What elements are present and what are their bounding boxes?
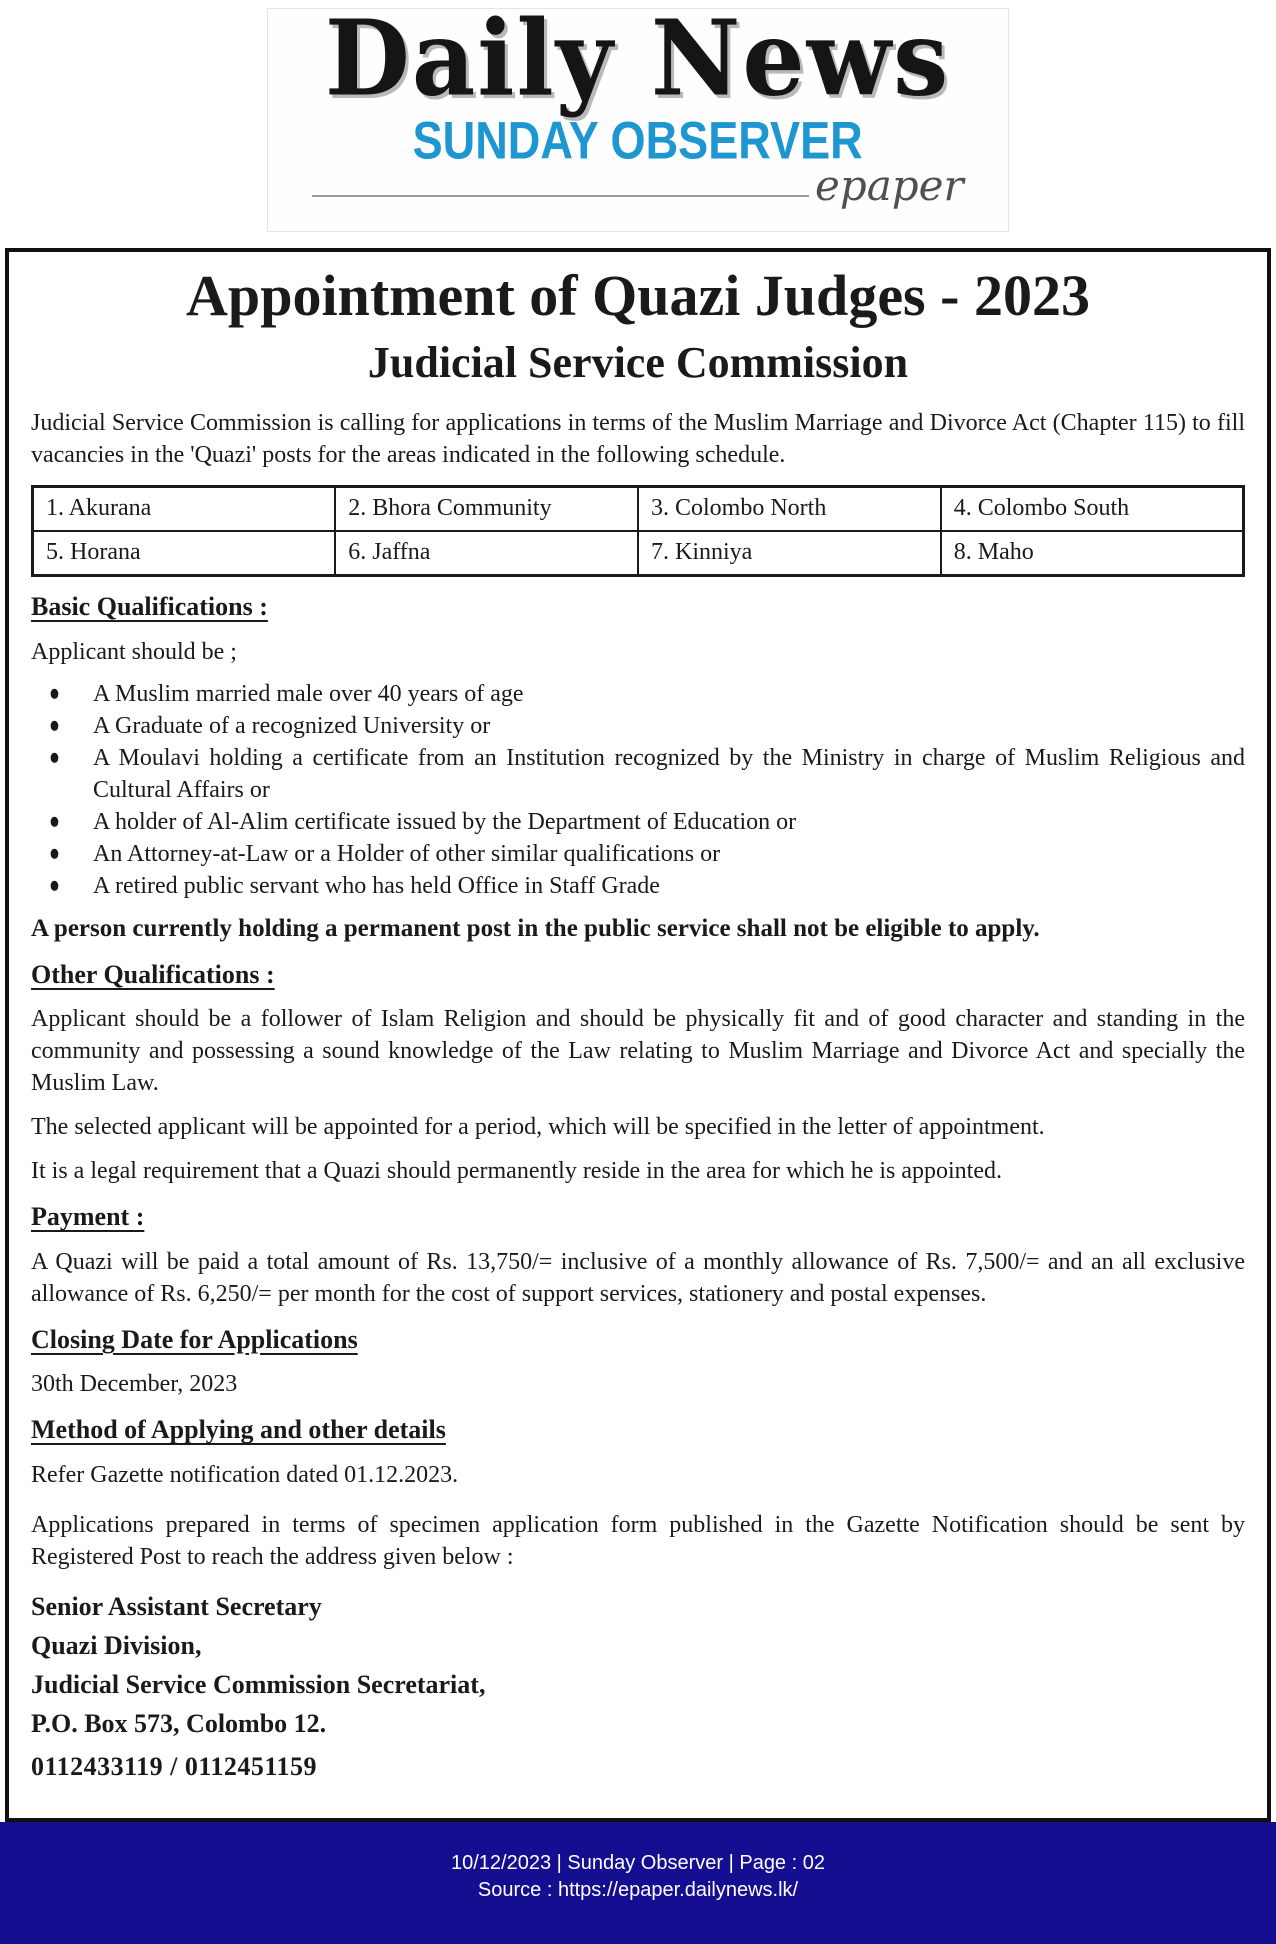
address-line-secretariat: Judicial Service Commission Secretariat,	[31, 1669, 486, 1699]
notice-intro: Judicial Service Commission is calling for applications in terms of the Muslim Marriage and Divorce Act (Chapter 115) to fill vacancies in the 'Quazi' posts for the areas indicated in the following schedule.	[31, 410, 1245, 469]
residency-paragraph: It is a legal requirement that a Quazi should permanently reside in the area for which he is appointed.	[31, 1158, 1002, 1185]
other-qualifications-heading: Other Qualifications :	[31, 959, 275, 989]
footer-bar	[0, 1822, 1276, 1944]
bullet-icon: ●	[49, 744, 60, 771]
qualification-text: A Graduate of a recognized University or	[93, 712, 491, 739]
area-cell: 2. Bhora Community	[335, 487, 638, 532]
notice-subtitle: Judicial Service Commission	[367, 337, 909, 387]
address-block	[31, 1587, 1245, 1786]
masthead	[0, 0, 1276, 248]
qualification-text: An Attorney-at-Law or a Holder of other similar qualifications or	[93, 840, 721, 867]
footer-source: Source : https://epaper.dailynews.lk/	[477, 1879, 799, 1901]
gazette-reference: Refer Gazette notification dated 01.12.2023.	[31, 1461, 459, 1488]
notice-title: Appointment of Quazi Judges - 2023	[186, 263, 1090, 328]
payment-paragraph: A Quazi will be paid a total amount of Rs. 13,750/= inclusive of a monthly allowance of Rs. 7,500/= and an all exclusive allowance of Rs. 6,250/= per month for the cost of support services, stationery and postal expenses.	[31, 1248, 1245, 1307]
dispatch-instructions: Applications prepared in terms of specimen application form published in the Gazette Notification should be sent by Registered Post to reach the address given below :	[31, 1511, 1245, 1570]
notice-box	[5, 248, 1271, 1822]
footer-meta: 10/12/2023 | Sunday Observer | Page : 02	[451, 1852, 825, 1874]
area-cell: 7. Kinniya	[638, 531, 941, 576]
epaper-row	[312, 161, 964, 210]
payment-heading: Payment :	[31, 1202, 145, 1232]
sunday-observer-wordmark: SUNDAY OBSERVER	[412, 110, 864, 170]
bullet-icon: ●	[49, 680, 60, 707]
bullet-icon: ●	[49, 840, 60, 867]
qualification-text: A Muslim married male over 40 years of age	[93, 680, 524, 707]
address-line-recipient: Senior Assistant Secretary	[31, 1591, 322, 1621]
phone-numbers: 0112433119 / 0112451159	[31, 1751, 317, 1781]
area-cell: 1. Akurana	[33, 487, 336, 532]
address-line-division: Quazi Division,	[31, 1630, 202, 1660]
address-line-pobox: P.O. Box 573, Colombo 12.	[31, 1708, 327, 1738]
appointment-period-paragraph: The selected applicant will be appointed for a period, which will be specified in the letter of appointment.	[31, 1114, 1045, 1141]
bullet-icon: ●	[49, 712, 60, 739]
area-cell: 5. Horana	[33, 531, 336, 576]
qualification-item	[49, 678, 1245, 710]
eligibility-note: A person currently holding a permanent post in the public service shall not be eligible to apply.	[31, 914, 1040, 942]
closing-date-heading: Closing Date for Applications	[31, 1324, 358, 1354]
qualification-text: A retired public servant who has held Office in Staff Grade	[93, 872, 660, 899]
basic-qualifications-list	[31, 678, 1245, 902]
areas-row	[33, 487, 1244, 532]
area-cell: 3. Colombo North	[638, 487, 941, 532]
qualification-text: A holder of Al-Alim certificate issued by the Department of Education or	[93, 808, 797, 835]
epaper-label: epaper	[814, 161, 964, 210]
applicant-lead: Applicant should be ;	[31, 638, 237, 665]
masthead-rule	[312, 195, 809, 197]
qualification-item	[49, 838, 1245, 870]
basic-qualifications-heading: Basic Qualifications :	[31, 592, 268, 622]
daily-news-logo: Daily News	[325, 0, 951, 120]
qualification-item	[49, 806, 1245, 838]
qualification-item	[49, 870, 1245, 902]
qualification-item	[49, 742, 1245, 806]
area-cell: 6. Jaffna	[335, 531, 638, 576]
areas-row	[33, 531, 1244, 576]
other-qualifications-paragraph: Applicant should be a follower of Islam Religion and should be physically fit and of good character and standing in the community and possessing a sound knowledge of the Law relating to Muslim Marriage and Divorce Act and specially the Muslim Law.	[31, 1006, 1245, 1097]
masthead-logo-block	[267, 0, 1009, 232]
qualification-text: A Moulavi holding a certificate from an Institution recognized by the Ministry in charge of Muslim Religious and Cultural Affairs or	[93, 744, 1245, 803]
method-heading: Method of Applying and other details	[31, 1415, 446, 1445]
bullet-icon: ●	[49, 808, 60, 835]
bullet-icon: ●	[49, 872, 60, 899]
area-cell: 8. Maho	[941, 531, 1244, 576]
qualification-item	[49, 710, 1245, 742]
area-cell: 4. Colombo South	[941, 487, 1244, 532]
closing-date-value: 30th December, 2023	[31, 1371, 238, 1398]
areas-table	[31, 485, 1245, 577]
